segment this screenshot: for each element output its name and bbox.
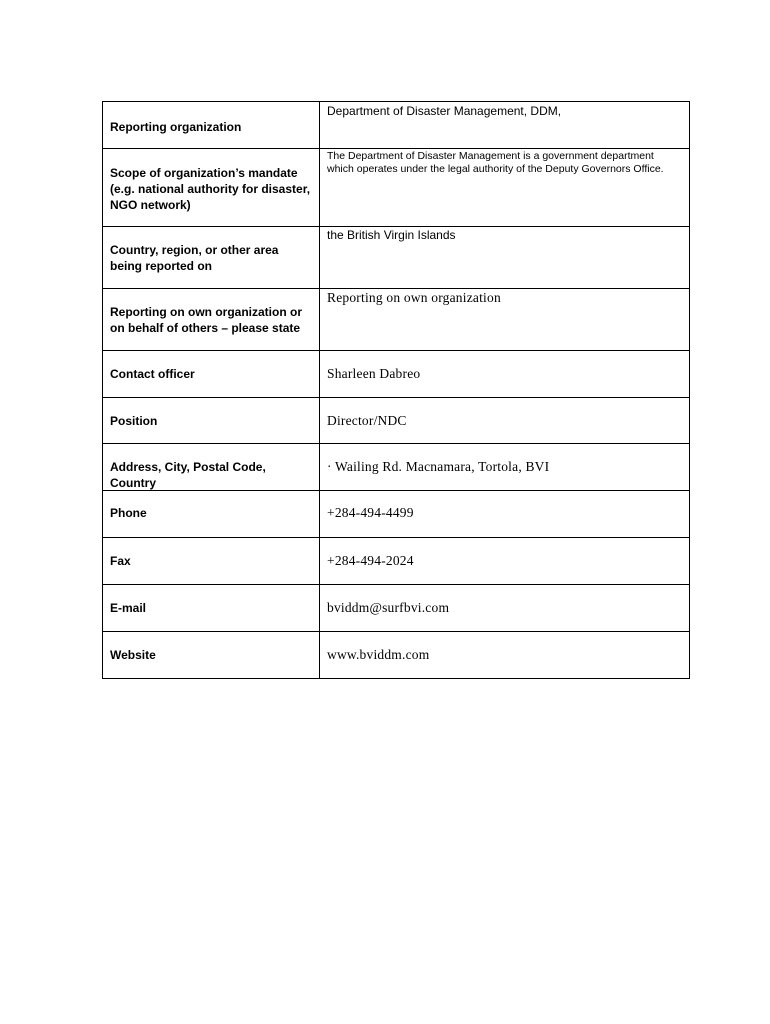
row-value-reporting-on-behalf: Reporting on own organization bbox=[327, 290, 501, 305]
table-row bbox=[103, 538, 690, 585]
value-cell bbox=[320, 538, 690, 585]
row-label-reporting-organization: Reporting organization bbox=[110, 120, 242, 134]
table-row bbox=[103, 632, 690, 679]
row-value-phone: +284-494-4499 bbox=[327, 505, 414, 520]
label-cell bbox=[103, 398, 320, 444]
value-cell bbox=[320, 102, 690, 149]
label-cell bbox=[103, 585, 320, 632]
row-label-phone: Phone bbox=[110, 506, 147, 520]
row-label-scope-of-mandate: Scope of organization’s mandate (e.g. national authority for disaster, NGO network) bbox=[110, 166, 311, 212]
row-value-position: Director/NDC bbox=[327, 413, 407, 428]
row-label-address: Address, City, Postal Code, Country bbox=[110, 460, 266, 490]
label-cell bbox=[103, 538, 320, 585]
value-cell bbox=[320, 491, 690, 538]
row-label-position: Position bbox=[110, 414, 158, 428]
table-row bbox=[103, 491, 690, 538]
table-row bbox=[103, 585, 690, 632]
table-row bbox=[103, 102, 690, 149]
value-cell bbox=[320, 585, 690, 632]
row-label-email: E-mail bbox=[110, 601, 147, 615]
row-value-fax: +284-494-2024 bbox=[327, 553, 414, 568]
value-cell bbox=[320, 289, 690, 351]
table-row bbox=[103, 351, 690, 398]
row-value-contact-officer: Sharleen Dabreo bbox=[327, 366, 421, 381]
table-row bbox=[103, 227, 690, 289]
row-value-reporting-organization: Department of Disaster Management, DDM, bbox=[327, 104, 562, 118]
value-cell bbox=[320, 398, 690, 444]
label-cell bbox=[103, 351, 320, 398]
row-value-scope-of-mandate: The Department of Disaster Management is a government department which operates under the legal authority of the Deputy Governors Office. bbox=[327, 150, 664, 175]
row-value-address: · Wailing Rd. Macnamara, Tortola, BVI bbox=[327, 459, 550, 474]
row-value-website: www.bviddm.com bbox=[327, 647, 430, 662]
value-cell bbox=[320, 444, 690, 491]
value-cell bbox=[320, 149, 690, 227]
row-label-fax: Fax bbox=[110, 554, 131, 568]
row-label-country-region: Country, region, or other area being reported on bbox=[110, 243, 279, 273]
table-row bbox=[103, 149, 690, 227]
table-row bbox=[103, 398, 690, 444]
label-cell bbox=[103, 102, 320, 149]
label-cell bbox=[103, 491, 320, 538]
row-label-website: Website bbox=[110, 648, 156, 662]
label-cell bbox=[103, 227, 320, 289]
row-value-email: bviddm@surfbvi.com bbox=[327, 600, 450, 615]
organization-info-table bbox=[102, 101, 690, 679]
row-label-contact-officer: Contact officer bbox=[110, 367, 195, 381]
label-cell bbox=[103, 149, 320, 227]
row-label-reporting-on-behalf: Reporting on own organization or on behalf of others – please state bbox=[110, 305, 302, 335]
row-value-country-region: the British Virgin Islands bbox=[327, 228, 456, 242]
value-cell bbox=[320, 227, 690, 289]
value-cell bbox=[320, 632, 690, 679]
value-cell bbox=[320, 351, 690, 398]
label-cell bbox=[103, 289, 320, 351]
label-cell bbox=[103, 632, 320, 679]
table-row bbox=[103, 444, 690, 491]
table-row bbox=[103, 289, 690, 351]
label-cell bbox=[103, 444, 320, 491]
